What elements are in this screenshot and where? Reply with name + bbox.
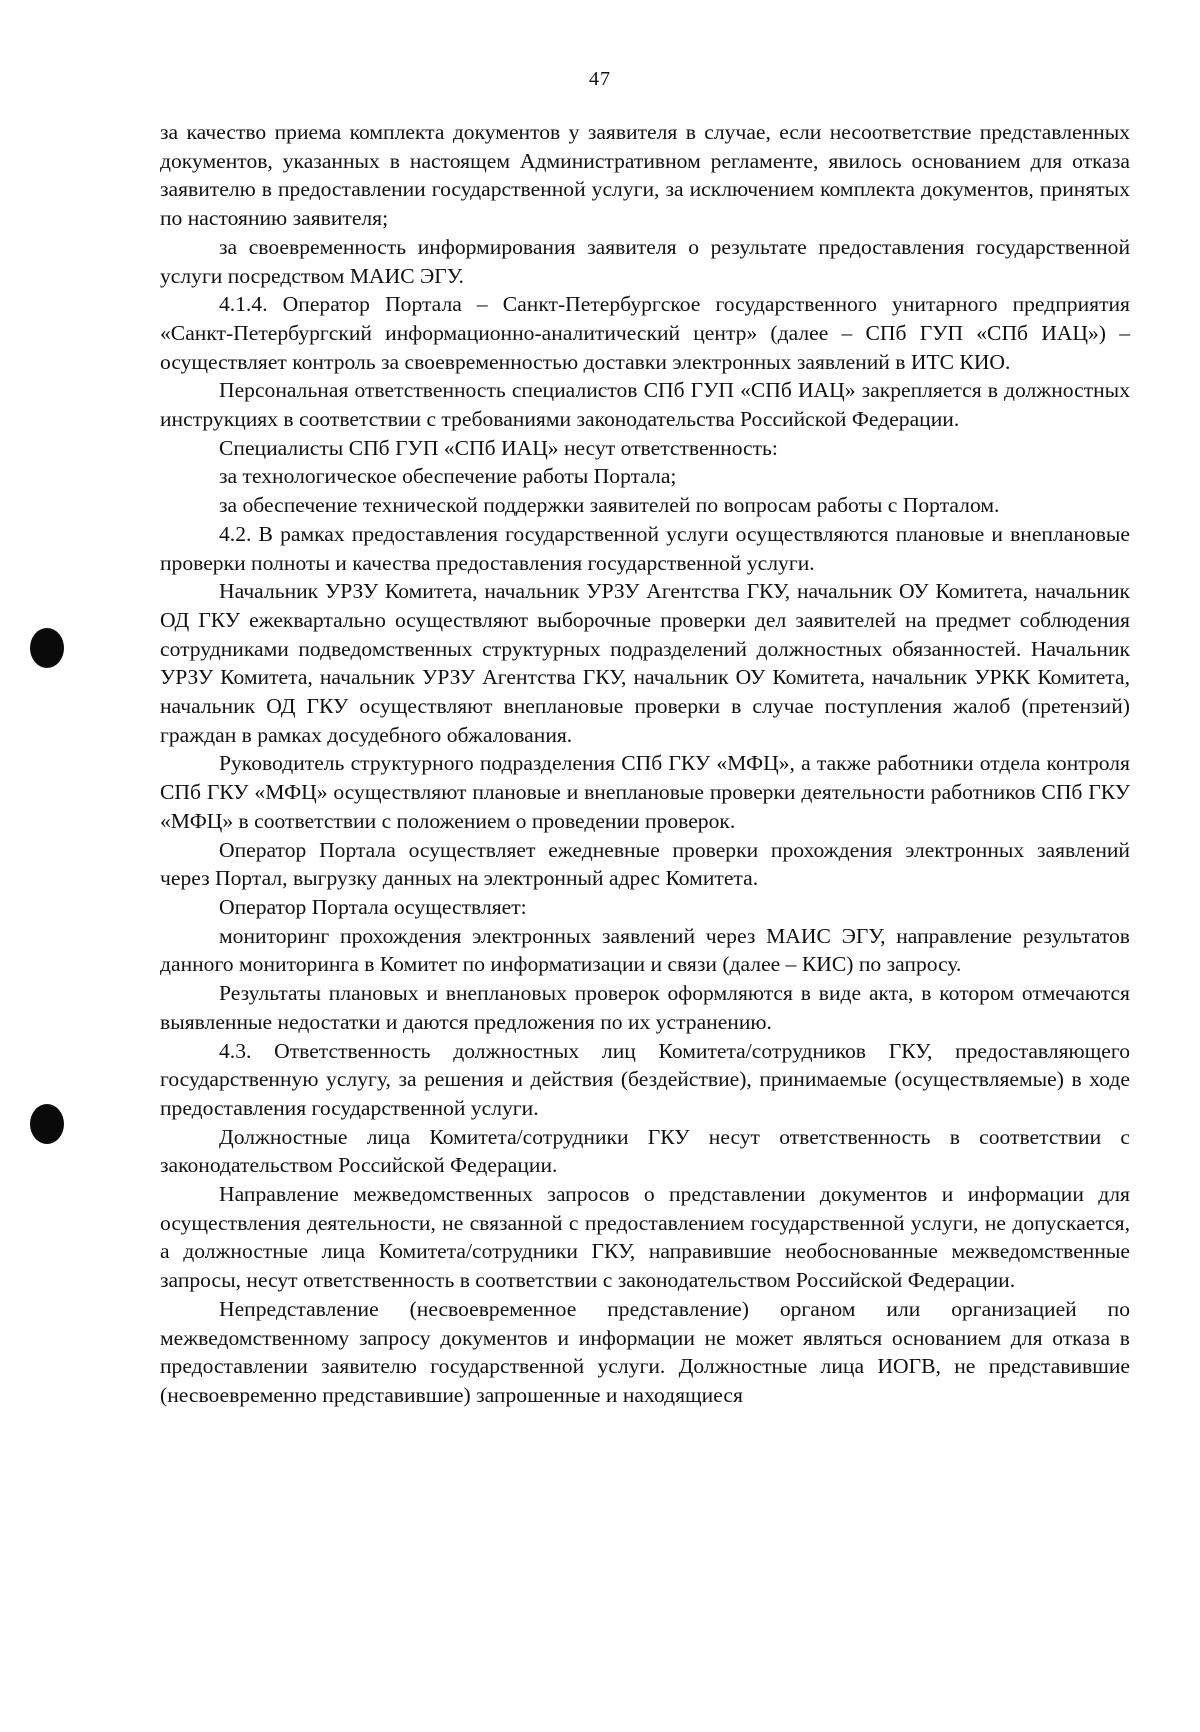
paragraph-monitoring: мониторинг прохождения электронных заявлений через МАИС ЭГУ, направление результатов данного мониторинга в Комитет по информатизации и связи (далее – КИС) по запросу.: [160, 923, 1130, 977]
page-number: 47: [589, 68, 611, 90]
punch-hole-upper: [30, 628, 64, 668]
paragraph-technological-support: за технологическое обеспечение работы Портала;: [219, 464, 677, 489]
paragraph-4-2: 4.2. В рамках предоставления государственной услуги осуществляются плановые и внеплановые проверки полноты и качества предоставления государственной услуги.: [160, 521, 1130, 575]
punch-hole-lower: [30, 1104, 64, 1144]
paragraph-non-submission: Непредставление (несвоевременное представление) органом или организацией по межведомственному запросу документов и информации не может являться основанием для отказа в предоставлении заявителю государственной услуги. Должностные лица ИОГВ, не представившие (несвоевременно представившие) запрошенные и находящиеся: [160, 1296, 1130, 1407]
paragraph-interagency-requests: Направление межведомственных запросов о представлении документов и информации для осуществления деятельности, не связанной с предоставлением государственной услуги, не допускается, а должностные лица Комитета/сотрудники ГКУ, направившие необоснованные межведомственные запросы, несут ответственность в соответствии с законодательством Российской Федерации.: [160, 1182, 1130, 1293]
paragraph-portal-operator: Оператор Портала осуществляет:: [219, 894, 527, 919]
paragraph-personal-responsibility: Персональная ответственность специалистов СПб ГУП «СПб ИАЦ» закрепляется в должностных инструкциях в соответствии с требованиями законодательства Российской Федерации.: [160, 378, 1130, 432]
paragraph-4-3: 4.3. Ответственность должностных лиц Комитета/сотрудников ГКУ, предоставляющего государственную услугу, за решения и действия (бездействие), принимаемые (осуществляемые) в ходе предоставления государственной услуги.: [160, 1038, 1130, 1120]
paragraph-4-1-4: 4.1.4. Оператор Портала – Санкт-Петербургское государственного унитарного предприятия «Санкт-Петербургский информационно-аналитический центр» (далее – СПб ГУП «СПб ИАЦ») – осуществляет контроль за своевременностью доставки электронных заявлений в ИТС КИО.: [160, 292, 1130, 374]
paragraph-officials-liability: Должностные лица Комитета/сотрудники ГКУ несут ответственность в соответствии с законодательством Российской Федерации.: [160, 1124, 1130, 1178]
paragraph-timely-informing: за своевременность информирования заявителя о результате предоставления государственной услуги посредством МАИС ЭГУ.: [160, 234, 1130, 288]
paragraph-mfc-checks: Руководитель структурного подразделения СПб ГКУ «МФЦ», а также работники отдела контроля СПб ГКУ «МФЦ» осуществляют плановые и внеплановые проверки деятельности работников СПб ГКУ «МФЦ» в соответствии с положением о проведении проверок.: [160, 751, 1130, 833]
paragraph-quality-acceptance: за качество приема комплекта документов у заявителя в случае, если несоответствие представленных документов, указанных в настоящем Административном регламенте, явилось основанием для отказа заявителю в предоставлении государственной услуги, за исключением комплекта документов, принятых по настоянию заявителя;: [160, 120, 1130, 231]
document-body: [160, 118, 1130, 1410]
paragraph-portal-daily-checks: Оператор Портала осуществляет ежедневные проверки прохождения электронных заявлений через Портал, выгрузку данных на электронный адрес Комитета.: [160, 837, 1130, 891]
paragraph-quarterly-checks: Начальник УРЗУ Комитета, начальник УРЗУ Агентства ГКУ, начальник ОУ Комитета, начальник ОД ГКУ ежеквартально осуществляют выборочные проверки дел заявителей на предмет соблюдения сотрудниками подведомственных структурных подразделений должностных обязанностей. Начальник УРЗУ Комитета, начальник УРЗУ Агентства ГКУ, начальник ОУ Комитета, начальник УРКК Комитета, начальник ОД ГКУ осуществляют внеплановые проверки в случае поступления жалоб (претензий) граждан в рамках досудебного обжалования.: [160, 579, 1130, 747]
paragraph-check-results: Результаты плановых и внеплановых проверок оформляются в виде акта, в котором отмечаются выявленные недостатки и даются предложения по их устранению.: [160, 981, 1130, 1034]
paragraph-specialists-responsible: Специалисты СПб ГУП «СПб ИАЦ» несут ответственность:: [219, 435, 778, 460]
paragraph-technical-support: за обеспечение технической поддержки заявителей по вопросам работы с Порталом.: [219, 493, 1000, 518]
